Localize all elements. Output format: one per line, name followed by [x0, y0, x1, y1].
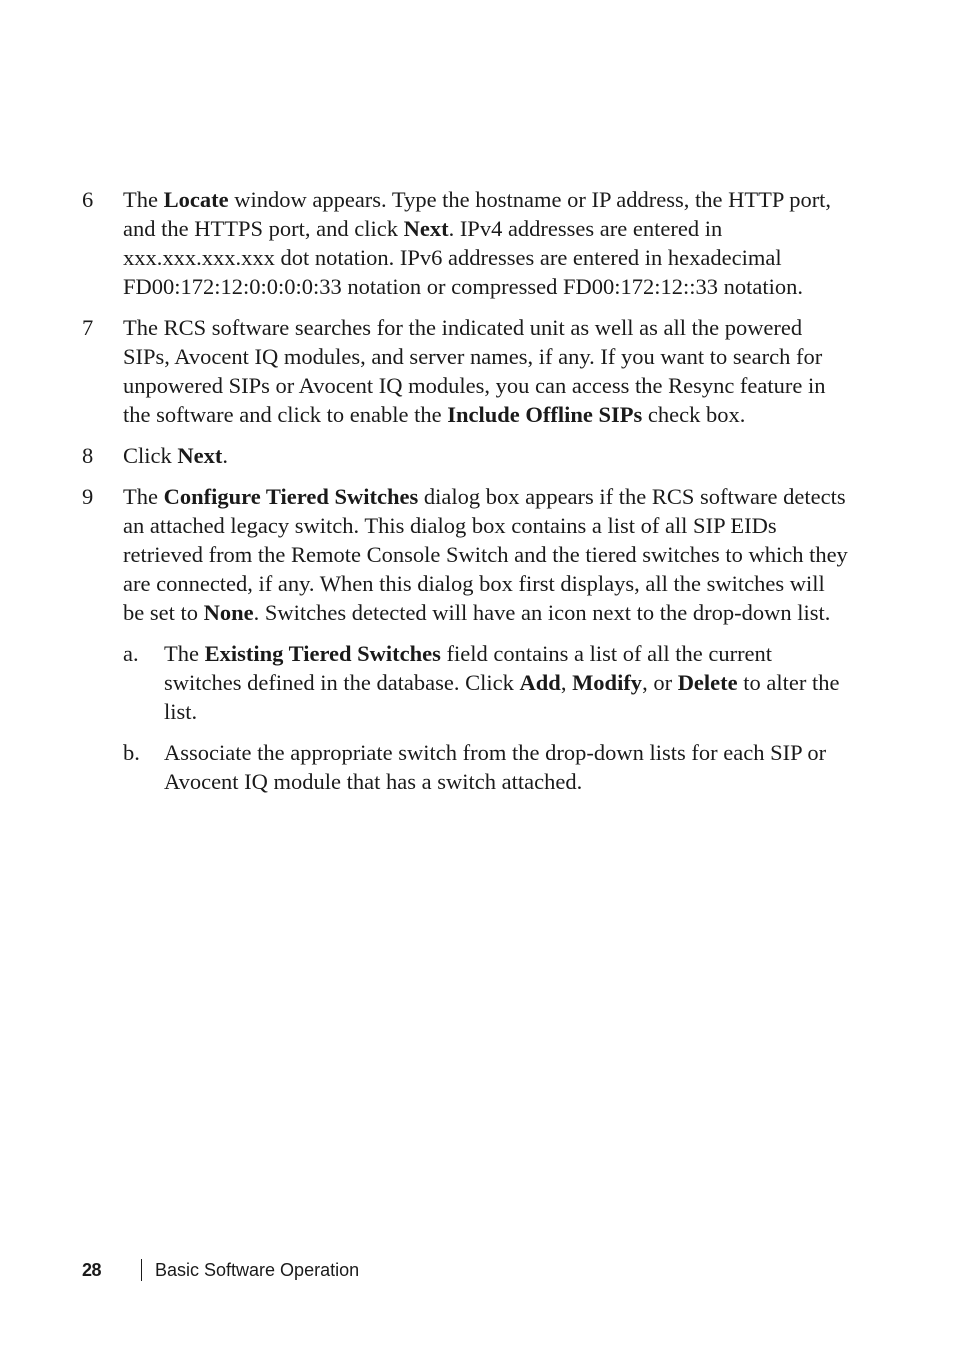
- step-9: [82, 482, 850, 796]
- step-6: [82, 185, 850, 301]
- ui-term-include-offline-sips: Include Offline SIPs: [447, 402, 643, 427]
- substep-label: b.: [123, 740, 140, 765]
- ui-term-modify: Modify: [572, 670, 643, 695]
- page-number: 28: [82, 1260, 102, 1280]
- substep-b: [123, 738, 850, 796]
- step-number: 6: [82, 187, 94, 212]
- ui-term-next: Next: [403, 216, 449, 241]
- step-8: [82, 441, 850, 470]
- step-number: 8: [82, 443, 94, 468]
- substep-text: The Existing Tiered Switches field contains a list of all the current switches defined in the database. Click Add, Modify, or Delete to alter the list.: [164, 641, 840, 724]
- document-body: [82, 185, 850, 808]
- ui-term-none: None: [203, 600, 254, 625]
- step-number: 9: [82, 484, 94, 509]
- step-text: The Configure Tiered Switches dialog box appears if the RCS software detects an attached legacy switch. This dialog box contains a list of all SIP EIDs retrieved from the Remote Console Switch and the tiered switches to which they are connected, if any. When this dialog box first displays, all the switches will be set to None. Switches detected will have an icon next to the drop-down list.: [123, 484, 848, 625]
- ui-term-add: Add: [519, 670, 561, 695]
- substep-text: Associate the appropriate switch from the drop-down lists for each SIP or Avocent IQ module that has a switch attached.: [164, 740, 827, 794]
- section-title: Basic Software Operation: [155, 1260, 360, 1280]
- footer-divider: [141, 1259, 142, 1281]
- substep-label: a.: [123, 641, 139, 666]
- step-7: [82, 313, 850, 429]
- ui-term-existing-tiered-switches: Existing Tiered Switches: [204, 641, 441, 666]
- substep-list: [123, 639, 850, 796]
- step-text: Click Next.: [123, 443, 228, 468]
- ui-term-locate: Locate: [163, 187, 229, 212]
- step-text: The RCS software searches for the indicated unit as well as all the powered SIPs, Avocent IQ modules, and server names, if any. If you want to search for unpowered SIPs or Avocent IQ modules, you can access the Resync feature in the software and click to enable the Include Offline SIPs check box.: [123, 315, 826, 427]
- step-number: 7: [82, 315, 94, 340]
- substep-a: [123, 639, 850, 726]
- ui-term-configure-tiered-switches: Configure Tiered Switches: [163, 484, 419, 509]
- step-text: The Locate window appears. Type the hostname or IP address, the HTTP port, and the HTTPS port, and click Next. IPv4 addresses are entered in xxx.xxx.xxx.xxx dot notation. IPv6 addresses are entered in hexadecimal FD00:172:12:0:0:0:0:33 notation or compressed FD00:172:12::33 notation.: [123, 187, 832, 299]
- ui-term-next: Next: [177, 443, 223, 468]
- ui-term-delete: Delete: [677, 670, 738, 695]
